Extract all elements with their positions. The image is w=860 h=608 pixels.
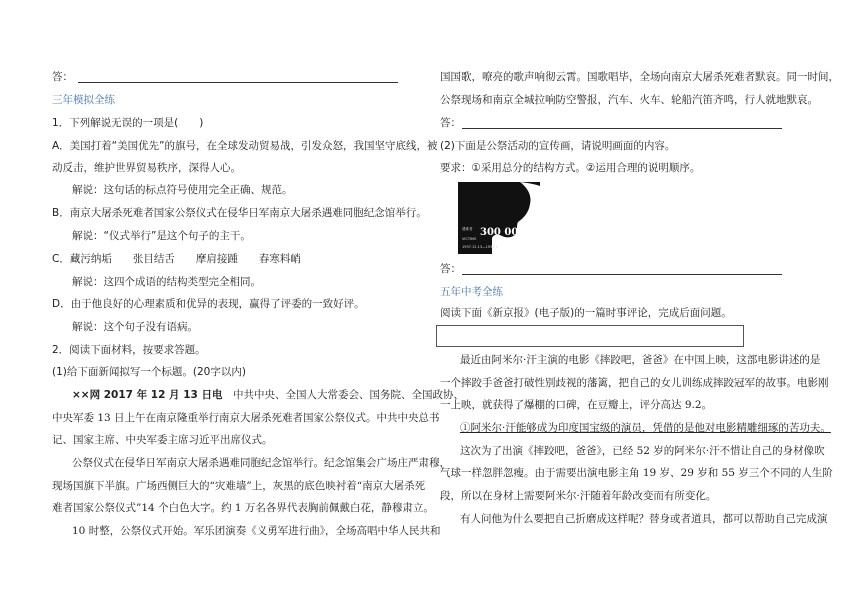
option-a-line-2: 动反击，维护世界贸易秩序，深得人心。 (52, 162, 241, 174)
answer-box[interactable] (436, 325, 744, 347)
answer-label: 答： (52, 71, 73, 83)
paragraph-3-line-1: 这次为了出演《摔跤吧，爸爸》，已经 52 岁的阿米尔·汗不惜让自己的身材像吹 (460, 445, 825, 457)
option-c-line-1: C．藏污纳垢 张目结舌 摩肩接踵 春寒料峭 (52, 253, 301, 265)
option-a-line-1: A．美国打着“美国优先”的旗号，在全球发动贸易战，引发众怒，我国坚守底线，被 (52, 140, 438, 152)
news-line-4: 公祭仪式在侵华日军南京大屠杀遇难同胞纪念馆举行。纪念馆集会广场庄严肃穆， (72, 457, 450, 469)
answer-line-right (462, 128, 782, 129)
section-title-three-year: 三年模拟全练 (52, 94, 115, 106)
paragraph-2-underlined-sentence: ①阿米尔·汗能够成为印度国宝级的演员，凭借的是他对电影精雕细琢的苦功夫。 (460, 422, 831, 434)
news-line-5: 现场国旗下半旗。广场西侧巨大的“灾难墙”上，灰黑的底色映衬着“南京大屠杀死 (52, 480, 426, 492)
question-2-requirements: 要求：①采用总分的结构方式。②运用合理的说明顺序。 (440, 162, 701, 174)
answer-label-right: 答： (440, 117, 461, 129)
option-c-explanation: 解说：这四个成语的结构类型完全相同。 (72, 276, 261, 288)
question-2-sub-1: (1)给下面新闻拟写一个标题。(20字以内) (52, 366, 246, 378)
news-line-9: 公祭现场和南京全城拉响防空警报，汽车、火车、轮船汽笛齐鸣，行人就地默哀。 (440, 94, 818, 106)
poster-caption-2: VICTIMS (462, 237, 477, 241)
news-line-1 (72, 388, 464, 402)
news-line-1-text: 中共中央、全国人大常委会、国务院、全国政协、 (222, 389, 464, 401)
paragraph-1-line-3: 一上映，就获得了爆棚的口碑，在豆瓣上，评分高达 9.2。 (440, 399, 713, 411)
news-dateline: ××网 2017 年 12 月 13 日电 (72, 389, 223, 401)
poster-number: 300 000 (480, 227, 526, 238)
paragraph-4-line-1: 有人问他为什么要把自己折磨成这样呢？替身或者道具，都可以帮助自己完成演 (460, 513, 828, 525)
reading-intro: 阅读下面《新京报》(电子版)的一篇时事评论，完成后面问题。 (440, 307, 732, 319)
question-2-stem: 2．阅读下面材料，按要求答题。 (52, 344, 206, 356)
paragraph-3-line-3: 段，所以在身材上需要阿米尔·汗随着年龄改变而有所变化。 (440, 490, 717, 502)
poster-caption-3: 1937.12.13—1938.1 (462, 245, 498, 249)
news-line-8: 国国歌，嘹亮的歌声响彻云霄。国歌唱毕，全场向南京大屠杀死难者默哀。同一时间， (440, 71, 839, 83)
question-2-sub-2: (2)下面是公祭活动的宣传画，请说明画面的内容。 (440, 140, 676, 152)
section-title-five-year: 五年中考全练 (440, 286, 503, 298)
option-d-explanation: 解说：这个句子没有语病。 (72, 321, 198, 333)
option-b-line-1: B．南京大屠杀死难者国家公祭仪式在侵华日军南京大屠杀遇难同胞纪念馆举行。 (52, 207, 427, 219)
answer-label-right-2: 答： (440, 263, 461, 275)
news-line-7: 10 时整，公祭仪式开始。军乐团演奏《义勇军进行曲》，全场高唱中华人民共和 (72, 525, 441, 537)
option-a-explanation: 解说：这句话的标点符号使用完全正确、规范。 (72, 184, 293, 196)
poster-silhouette-icon (458, 182, 540, 254)
news-line-6: 难者国家公祭仪式”14 个白色大字。约 1 万名各界代表胸前佩戴白花，静穆肃立。 (52, 502, 434, 514)
paragraph-1-line-1: 最近由阿米尔·汗主演的电影《摔跤吧，爸爸》在中国上映，这部电影讲述的是 (460, 354, 821, 366)
answer-line-right-2 (462, 274, 782, 275)
news-line-3: 记、国家主席、中央军委主席习近平出席仪式。 (52, 434, 273, 446)
paragraph-1-line-2: 一个摔跤手爸爸打破性别歧视的藩篱，把自己的女儿训练成摔跤冠军的故事。电影刚 (440, 377, 829, 389)
memorial-poster-image (458, 182, 540, 254)
poster-caption-1: 遇难者 (462, 227, 473, 231)
option-b-explanation: 解说：“仪式举行”是这个句子的主干。 (72, 230, 251, 242)
news-line-2: 中央军委 13 日上午在南京隆重举行南京大屠杀死难者国家公祭仪式。中共中央总书 (52, 412, 440, 424)
option-d-line-1: D．由于他良好的心理素质和优异的表现，赢得了评委的一致好评。 (52, 298, 365, 310)
question-1-stem: 1．下列解说无误的一项是( ) (52, 117, 204, 129)
answer-line (78, 82, 398, 83)
paragraph-3-line-2: 气球一样忽胖忽瘦。由于需要出演电影主角 19 岁、29 岁和 55 岁三个不同的人生阶 (440, 467, 833, 479)
